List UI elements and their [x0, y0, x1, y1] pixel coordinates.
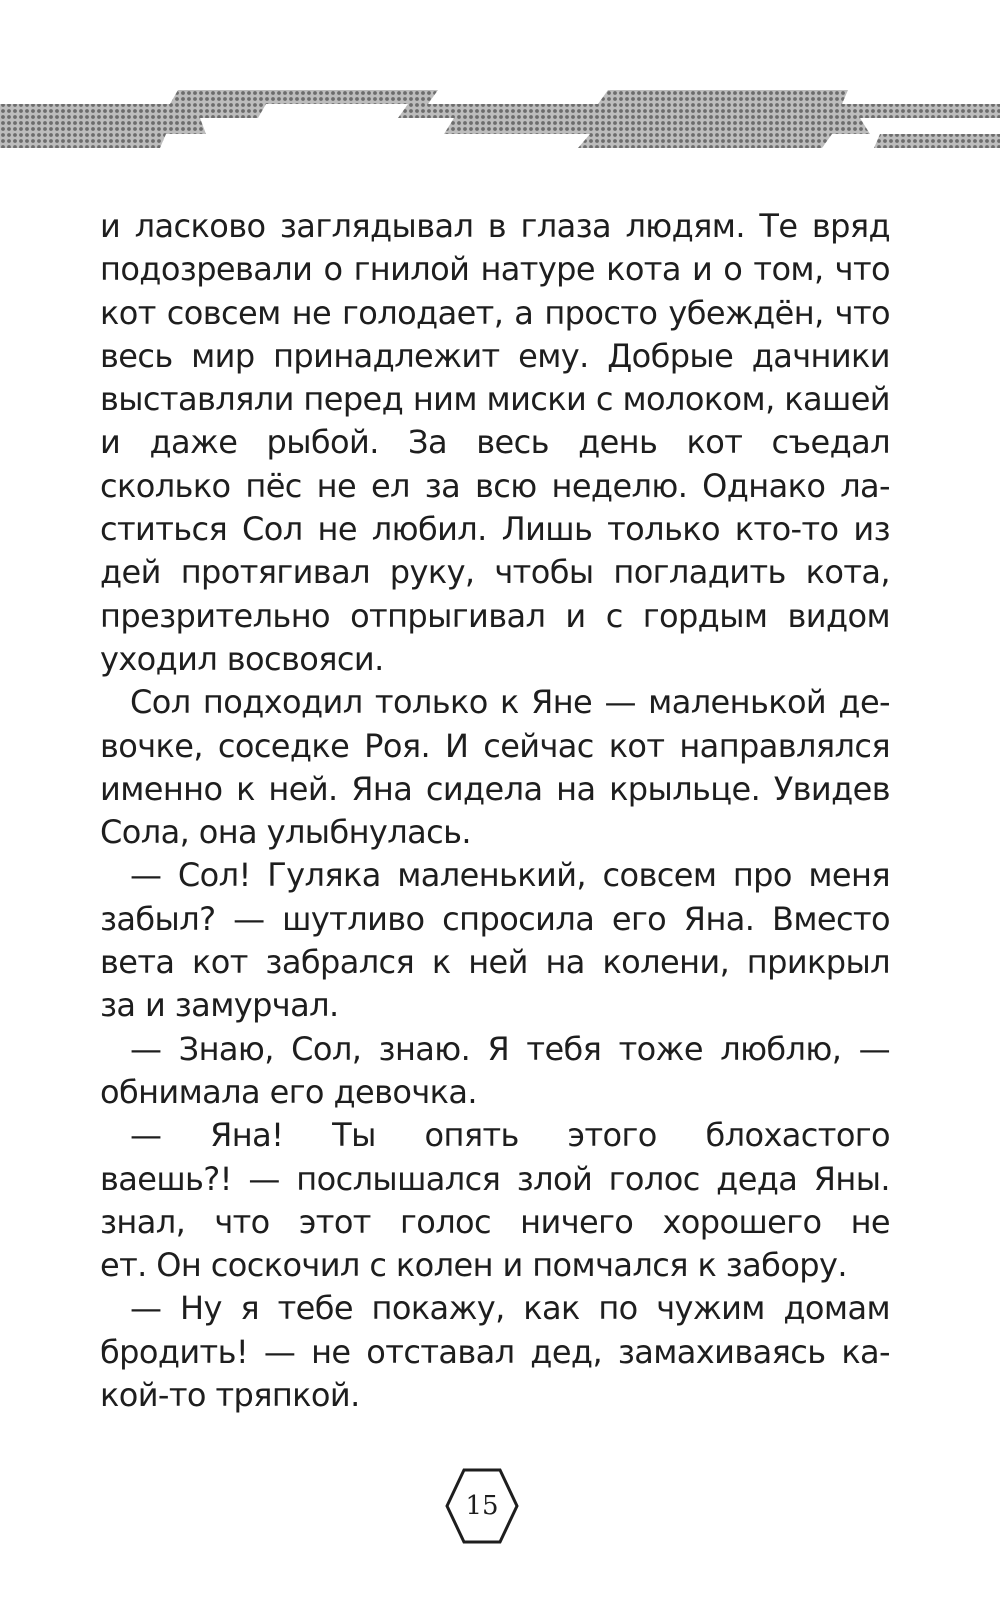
text-line-7: сколько пёс не ел за всю неделю. Однако ла-	[100, 466, 890, 505]
body-text	[100, 205, 890, 1417]
text-line-11: уходил восвояси.	[100, 639, 384, 678]
text-line-10: презрительно отпрыгивал и с гордым видом	[100, 596, 890, 635]
text-line-6: и даже рыбой. За весь день кот съедал	[100, 423, 890, 462]
page-number: 15	[465, 1491, 499, 1521]
text-line-27: бродить! — не отставал дед, замахиваясь ка-	[100, 1332, 890, 1371]
text-line-16: — Сол! Гуляка маленький, совсем про меня	[130, 856, 890, 895]
text-line-18: вета кот забрался к ней на колени, прикрыл	[100, 943, 890, 982]
text-line-5: выставляли перед ним миски с молоком, кашей	[100, 380, 890, 419]
text-line-12: Сол подходил только к Яне — маленькой де-	[130, 683, 890, 722]
text-line-26: — Ну я тебе покажу, как по чужим домам	[130, 1289, 890, 1328]
text-line-2: подозревали о гнилой натуре кота и о том, что	[100, 250, 890, 289]
text-line-22: — Яна! Ты опять этого блохастого	[130, 1116, 890, 1155]
text-line-8: ститься Сол не любил. Лишь только кто-то из	[100, 510, 890, 549]
text-line-24: знал, что этот голос ничего хорошего не	[100, 1202, 890, 1241]
text-line-3: кот совсем не голодает, а просто убеждён, что	[100, 293, 890, 332]
text-line-14: именно к ней. Яна сидела на крыльце. Увидев	[100, 769, 890, 808]
page-number-badge	[444, 1467, 520, 1545]
text-line-19: за и замурчал.	[100, 986, 339, 1025]
text-line-1: и ласково заглядывал в глаза людям. Те вряд	[100, 207, 890, 245]
halftone-lightning-header	[0, 0, 1000, 175]
text-line-4: весь мир принадлежит ему. Добрые дачники	[100, 336, 890, 375]
text-line-15: Сола, она улыбнулась.	[100, 813, 471, 852]
text-line-9: дей протягивал руку, чтобы погладить кота,	[100, 553, 890, 592]
text-line-23: ваешь?! — послышался злой голос деда Яны.	[100, 1159, 890, 1198]
text-line-17: забыл? — шутливо спросила его Яна. Вместо	[100, 899, 890, 938]
text-line-13: вочке, соседке Роя. И сейчас кот направлялся	[100, 726, 890, 765]
halftone-lightning-band	[0, 90, 1000, 148]
text-line-21: обнимала его девочка.	[100, 1072, 477, 1111]
text-line-25: ет. Он соскочил с колен и помчался к забору.	[100, 1246, 847, 1285]
text-line-28: кой-то тряпкой.	[100, 1376, 360, 1415]
text-line-20: — Знаю, Сол, знаю. Я тебя тоже люблю, —	[130, 1029, 890, 1068]
